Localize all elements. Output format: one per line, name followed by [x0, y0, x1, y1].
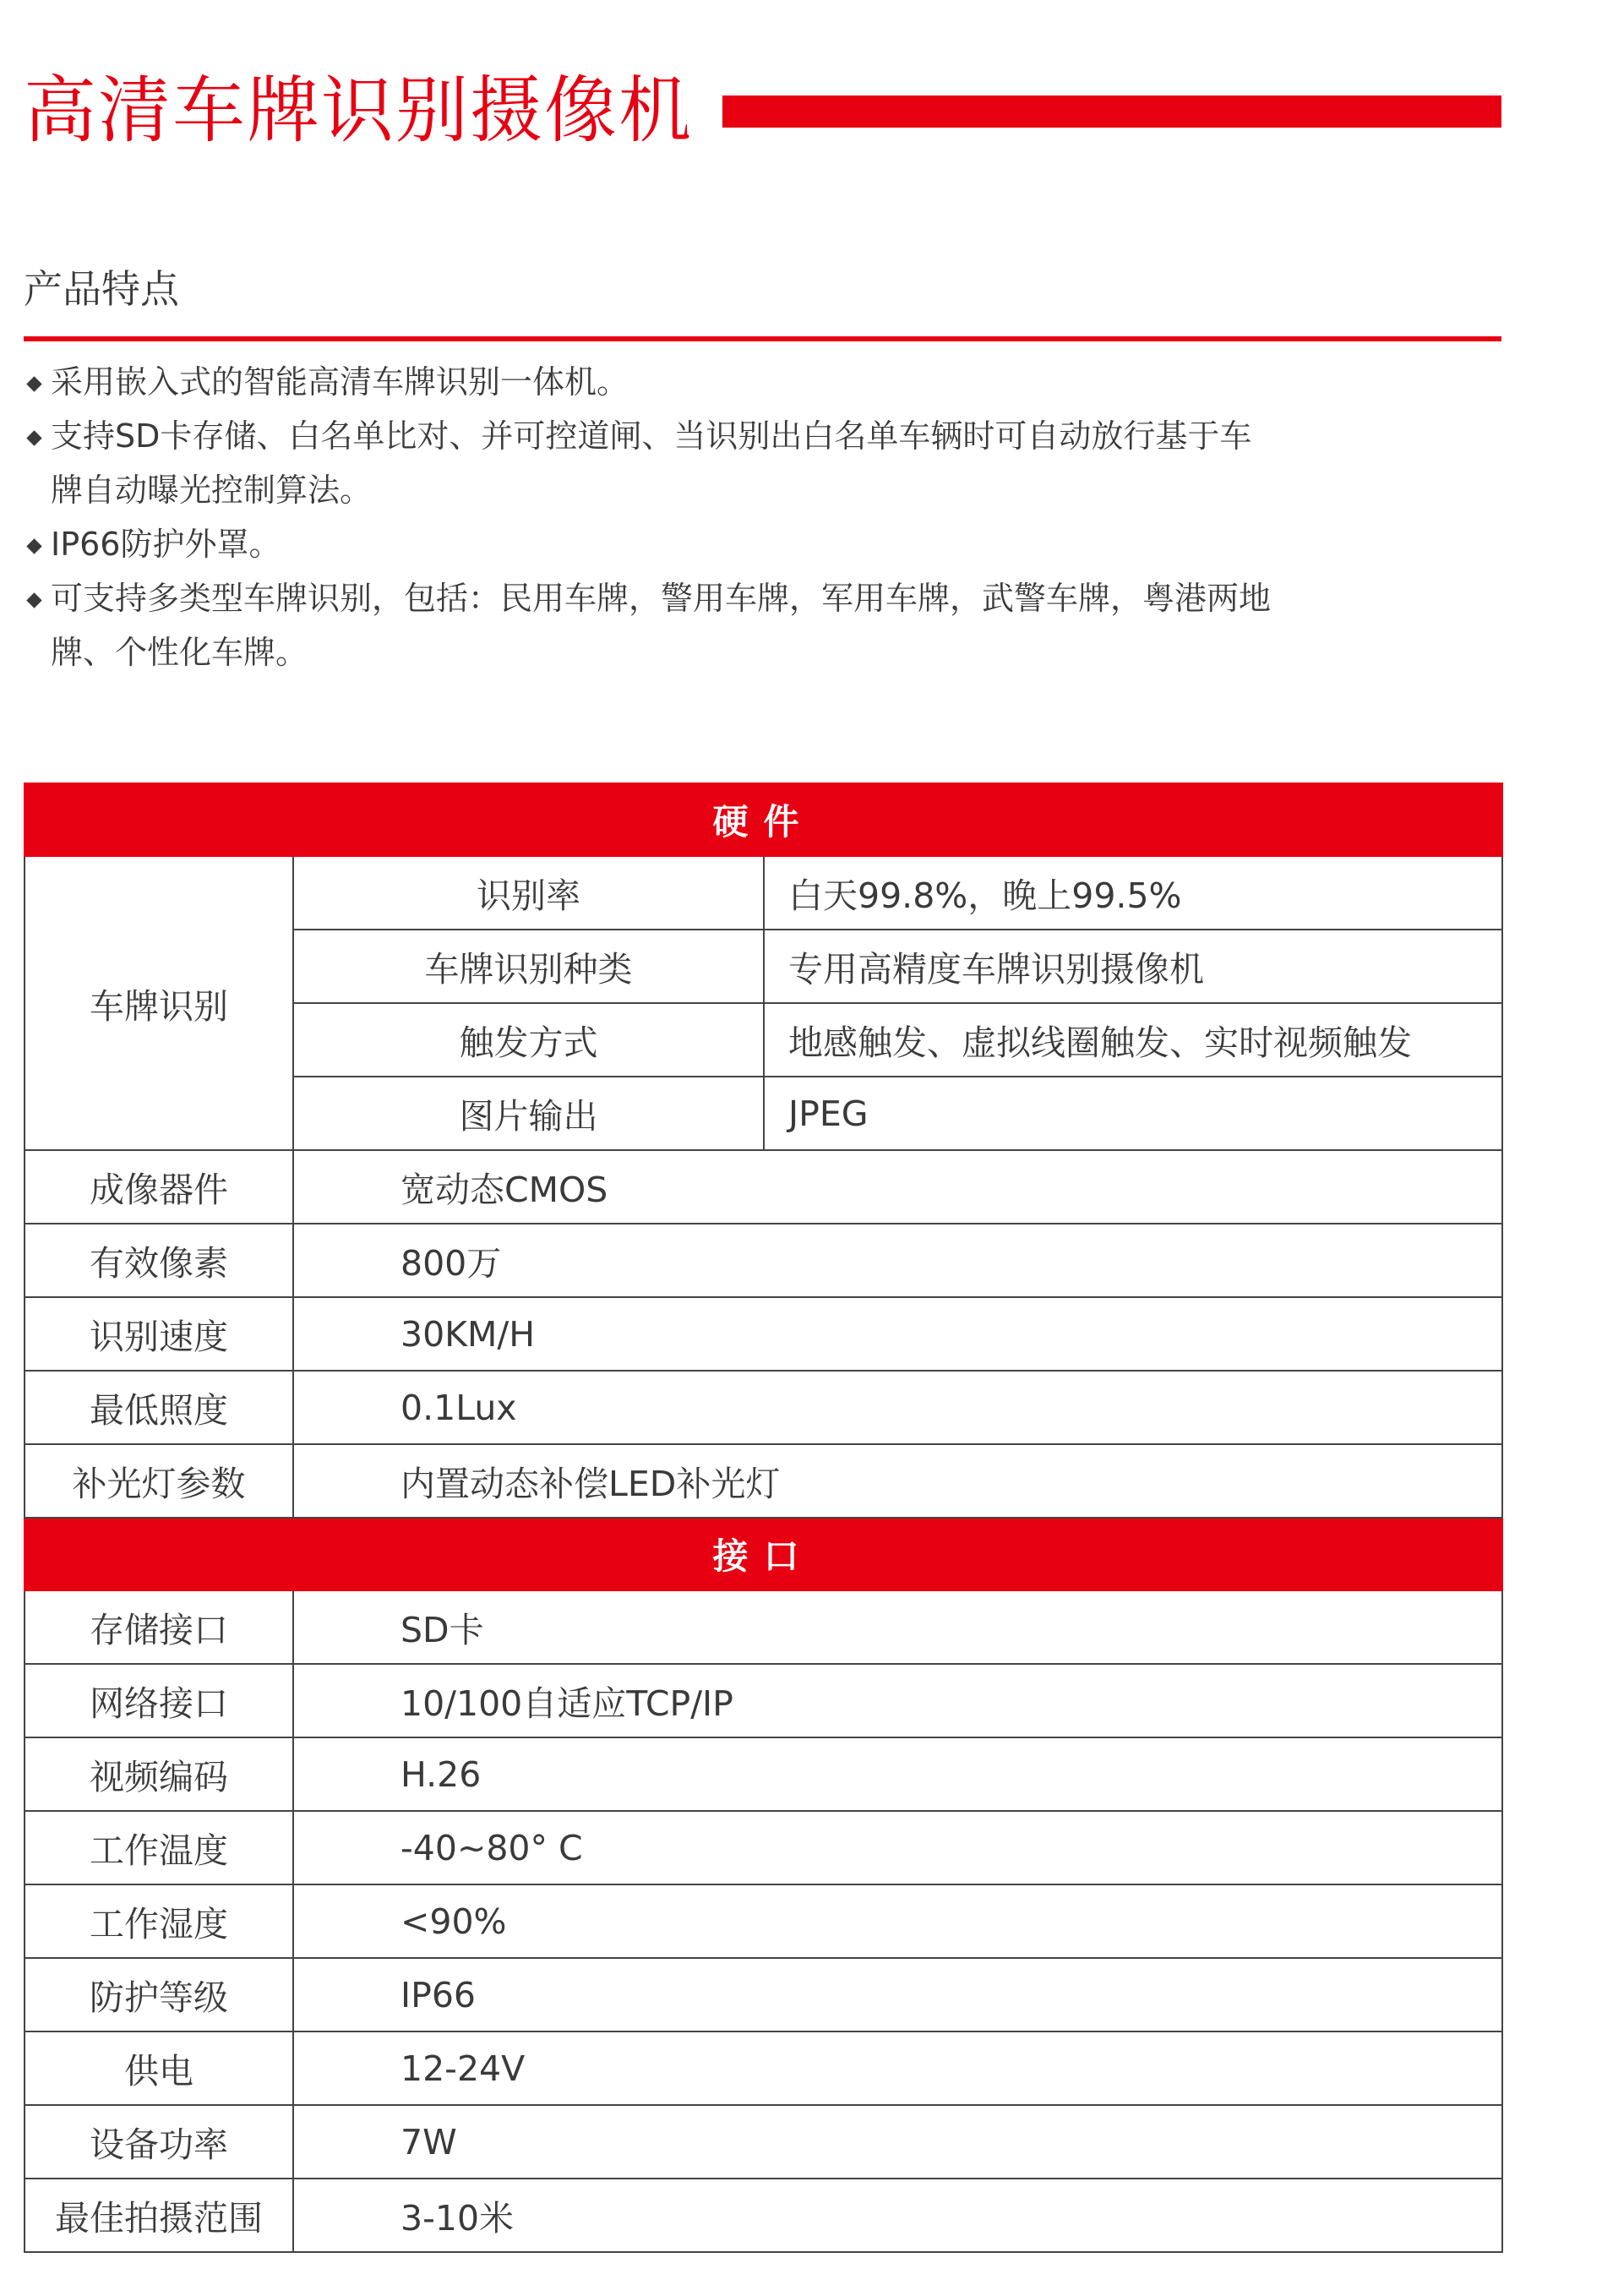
row-label: 防护等级 [25, 1958, 293, 2031]
feature-text: 牌、个性化车牌。 [51, 634, 308, 671]
row-label: 有效像素 [25, 1224, 293, 1297]
row-label: 供电 [25, 2031, 293, 2105]
table-row [25, 1590, 1502, 1664]
row-value: H.26 [293, 1737, 1502, 1811]
table-row [25, 2105, 1502, 2179]
row-value: SD卡 [293, 1590, 1502, 1664]
interface-header: 接口 [25, 1518, 1502, 1590]
table-row [25, 1444, 1502, 1518]
row-value: 800万 [293, 1224, 1502, 1297]
table-row [25, 1737, 1502, 1811]
row-value: 3-10米 [293, 2179, 1502, 2252]
table-row [25, 1224, 1502, 1297]
hardware-header-row [25, 783, 1502, 856]
feature-item [24, 517, 1443, 571]
plate-recognition-label: 车牌识别 [25, 856, 293, 1150]
row-label: 工作湿度 [25, 1884, 293, 1958]
feature-text: 采用嵌入式的智能高清车牌识别一体机。 [51, 363, 629, 401]
feature-text: IP66防护外罩。 [51, 526, 281, 563]
features-divider [24, 336, 1501, 341]
row-value: 7W [293, 2105, 1502, 2179]
feature-item-continuation [24, 625, 1443, 679]
row-value: IP66 [293, 1958, 1502, 2031]
row-value: 专用高精度车牌识别摄像机 [764, 930, 1502, 1003]
row-label: 车牌识别种类 [293, 930, 764, 1003]
feature-item [24, 355, 1443, 409]
interface-header-row [25, 1518, 1502, 1590]
row-label: 补光灯参数 [25, 1444, 293, 1518]
feature-item [24, 571, 1443, 625]
feature-item [24, 409, 1443, 463]
hardware-header: 硬件 [25, 783, 1502, 856]
bullet-diamond-icon [26, 376, 41, 391]
row-value: 地感触发、虚拟线圈触发、实时视频触发 [764, 1003, 1502, 1077]
feature-list [24, 355, 1443, 679]
feature-text: 牌自动曝光控制算法。 [51, 472, 373, 509]
bullet-diamond-icon [26, 430, 41, 445]
row-label: 最佳拍摄范围 [25, 2179, 293, 2252]
row-value: <90% [293, 1884, 1502, 1958]
row-value: 0.1Lux [293, 1371, 1502, 1444]
row-value: 白天99.8%，晚上99.5% [764, 856, 1502, 930]
row-label: 存储接口 [25, 1590, 293, 1664]
row-value: 宽动态CMOS [293, 1150, 1502, 1224]
table-row [25, 1371, 1502, 1444]
spec-table [24, 783, 1503, 2253]
row-value: 10/100自适应TCP/IP [293, 1664, 1502, 1737]
bullet-diamond-icon [26, 592, 41, 608]
table-row [25, 1958, 1502, 2031]
row-value: 30KM/H [293, 1297, 1502, 1371]
row-label: 图片输出 [293, 1077, 764, 1150]
bullet-diamond-icon [26, 538, 41, 554]
features-heading: 产品特点 [24, 266, 179, 312]
row-value: JPEG [764, 1077, 1502, 1150]
row-value: 12-24V [293, 2031, 1502, 2105]
title-accent-bar [722, 95, 1501, 128]
table-row [25, 1150, 1502, 1224]
page-title: 高清车牌识别摄像机 [24, 68, 693, 153]
row-label: 网络接口 [25, 1664, 293, 1737]
row-value: -40~80° C [293, 1811, 1502, 1884]
row-label: 最低照度 [25, 1371, 293, 1444]
row-label: 成像器件 [25, 1150, 293, 1224]
feature-text: 可支持多类型车牌识别，包括：民用车牌，警用车牌，军用车牌，武警车牌，粤港两地 [51, 580, 1272, 617]
row-label: 视频编码 [25, 1737, 293, 1811]
row-label: 触发方式 [293, 1003, 764, 1077]
table-row [25, 2031, 1502, 2105]
row-value: 内置动态补偿LED补光灯 [293, 1444, 1502, 1518]
feature-text: 支持SD卡存储、白名单比对、并可控道闸、当识别出白名单车辆时可自动放行基于车 [51, 417, 1252, 455]
row-label: 识别率 [293, 856, 764, 930]
row-label: 设备功率 [25, 2105, 293, 2179]
table-row [25, 1297, 1502, 1371]
row-label: 工作温度 [25, 1811, 293, 1884]
table-row [25, 1884, 1502, 1958]
table-row [25, 1811, 1502, 1884]
table-row [25, 1664, 1502, 1737]
feature-item-continuation [24, 463, 1443, 517]
row-label: 识别速度 [25, 1297, 293, 1371]
table-row [25, 856, 1502, 930]
table-row [25, 2179, 1502, 2252]
